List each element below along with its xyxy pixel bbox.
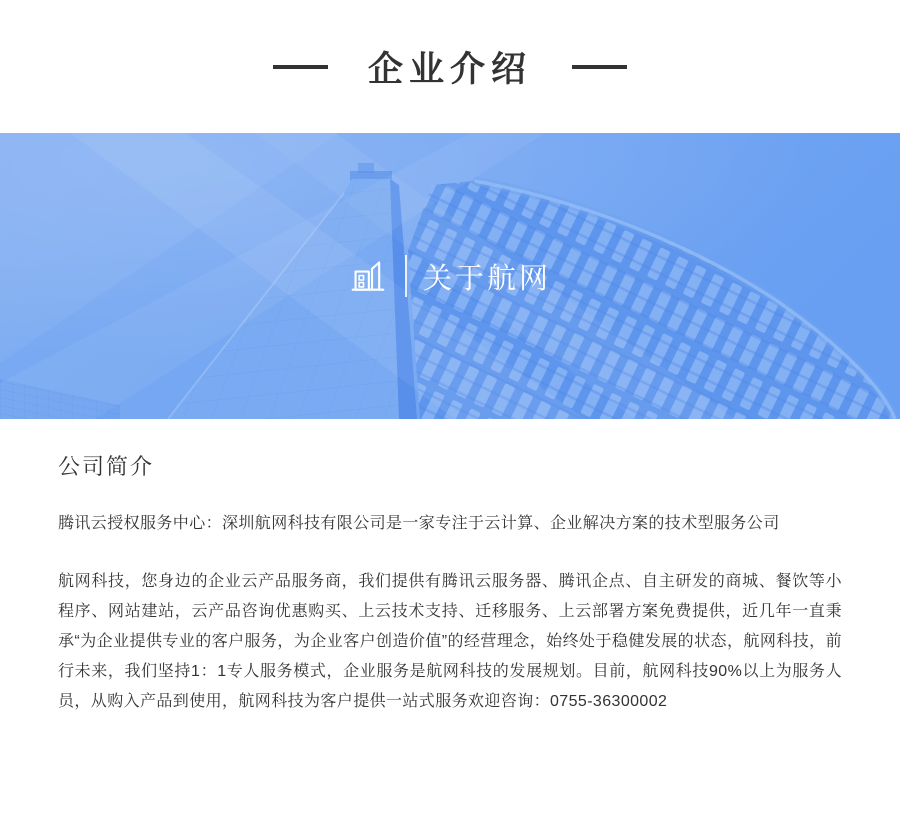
title-row xyxy=(273,42,627,92)
page-title: 企业介绍 xyxy=(367,49,532,89)
company-profile-section xyxy=(0,419,900,777)
banner-divider xyxy=(405,255,407,297)
company-intro-paragraph-1: 腾讯云授权服务中心：深圳航网科技有限公司是一家专注于云计算、企业解决方案的技术型服务公司 xyxy=(58,515,780,532)
title-section xyxy=(0,0,900,133)
company-intro-paragraph-2: 航网科技，您身边的企业云产品服务商，我们提供有腾讯云服务器、腾讯企点、自主研发的商城、餐饮等小程序、网站建站，云产品咨询优惠购买、上云技术支持、迁移服务、上云部署方案免费提供，近几年一直秉承“为企业提供专业的客户服务，为企业客户创造价值”的经营理念，始终处于稳健发展的状态，航网科技，前行未来，我们坚持1：1专人服务模式，企业服务是航网科技的发展规划。目前，航网科技90%以上为服务人员，从购入产品到使用，航网科技为客户提供一站式服务欢迎咨询：0755-36300002 xyxy=(58,573,842,710)
building-icon xyxy=(349,257,387,295)
banner-overlay xyxy=(0,133,900,419)
section-heading: 公司简介 xyxy=(58,454,155,479)
about-banner xyxy=(0,133,900,419)
banner-label: 关于航网 xyxy=(422,262,551,295)
title-dash-left xyxy=(273,65,328,69)
title-dash-right xyxy=(572,65,627,69)
